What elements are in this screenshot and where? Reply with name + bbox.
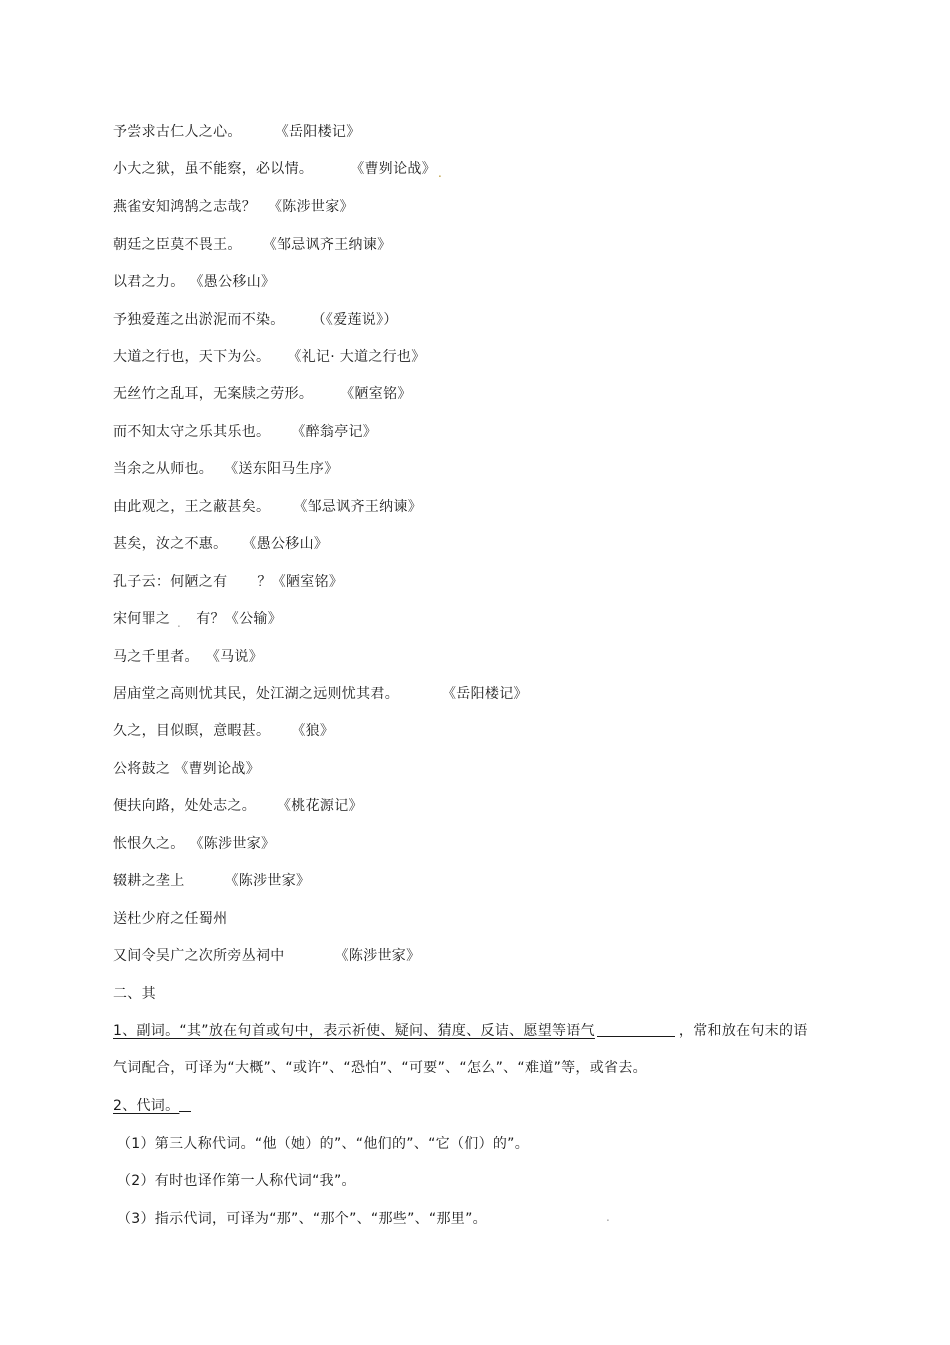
- pronoun-heading: 2、代词。: [113, 1098, 180, 1114]
- paragraph-pronoun: [113, 1096, 191, 1116]
- quote-source: 《马说》: [212, 649, 264, 665]
- quote-source: 《陈涉世家》: [224, 873, 311, 889]
- quote-line: [113, 759, 260, 779]
- quote-line: [113, 197, 354, 217]
- quote-text: 公将鼓之: [113, 761, 171, 777]
- quote-text: 无丝竹之乱耳，无案牍之劳形。: [113, 386, 314, 402]
- quote-line: [113, 422, 377, 442]
- quote-text: 大道之行也，天下为公。: [113, 349, 271, 365]
- quote-line: [113, 684, 528, 704]
- quote-source: 《愚公移山》: [249, 536, 329, 552]
- quote-text: 送杜少府之任蜀州: [113, 911, 228, 927]
- quote-source: 《曹刿论战》: [357, 161, 437, 177]
- quote-source: 《礼记· 大道之行也》: [294, 349, 426, 365]
- quote-source: 《陈涉世家》: [268, 199, 354, 215]
- paragraph-adverb-continued: 气词配合，可译为“大概”、“或许”、“恐怕”、“可要”、“怎么”、“难道”等，或省去。: [113, 1060, 647, 1076]
- quote-line: [113, 647, 263, 667]
- quote-line: [113, 946, 420, 966]
- sub-item-2: （2）有时也译作第一人称代词“我”。: [117, 1173, 356, 1189]
- quote-text: 马之千里者。: [113, 649, 199, 665]
- quote-source: 《陈涉世家》: [196, 836, 276, 852]
- quote-text: 又间令吴广之次所旁丛祠中: [113, 948, 285, 964]
- quote-text: 当余之从师也。: [113, 461, 214, 477]
- quote-text: 朝廷之臣莫不畏王。: [113, 237, 242, 253]
- quote-line: [113, 310, 398, 330]
- quote-source: 《岳阳楼记》: [449, 686, 528, 702]
- quote-text: 便扶向路，处处志之。: [113, 798, 256, 814]
- quote-text: 予尝求古仁人之心。: [113, 124, 242, 140]
- quote-source: （《爱莲说》）: [318, 312, 398, 328]
- adverb-definition: 1、副词。“其”放在句首或句中，表示祈使、疑问、猜度、反诘、愿望等语气: [113, 1023, 595, 1039]
- quote-source: 《岳阳楼记》: [281, 124, 361, 140]
- quote-text: 宋何罪之: [113, 611, 171, 627]
- sub-item-1: （1）第三人称代词。“他（她）的”、“他们的”、“它（们）的”。: [117, 1136, 530, 1152]
- quote-text: 由此观之，王之蔽甚矣。: [113, 499, 271, 515]
- quote-line: [113, 721, 334, 741]
- quote-line: [113, 497, 422, 517]
- quote-text: 辍耕之垄上: [113, 873, 185, 889]
- quote-text: 小大之狱，虽不能察，必以情。: [113, 161, 314, 177]
- quote-line: [113, 871, 310, 891]
- quote-line: [113, 909, 227, 929]
- section-heading: 二、其: [113, 986, 156, 1002]
- stray-mark: .: [606, 1210, 610, 1224]
- quote-text: 而不知太守之乐其乐也。: [113, 424, 271, 440]
- quote-source: ？《陋室铭》: [257, 574, 344, 590]
- quote-text: 居庙堂之高则忧其民，处江湖之远则忧其君。: [113, 686, 399, 702]
- quote-text: 甚矣，汝之不惠。: [113, 536, 228, 552]
- quote-text: 予独爱莲之出淤泥而不染。: [113, 312, 285, 328]
- quote-line: [113, 384, 412, 404]
- quote-line: [113, 459, 339, 479]
- quote-source: 有？《公输》: [196, 611, 283, 627]
- quote-line: [113, 272, 275, 292]
- quote-line: [113, 122, 361, 142]
- quote-line: [113, 534, 328, 554]
- quote-line: [113, 796, 363, 816]
- quote-source: 《愚公移山》: [196, 274, 276, 290]
- quote-source: 《曹刿论战》: [174, 761, 261, 777]
- fill-blank: [597, 1022, 675, 1037]
- quote-text: 久之，目似瞑，意暇甚。: [113, 723, 271, 739]
- quote-source: 《狼》: [298, 723, 335, 739]
- quote-source: 《桃花源记》: [284, 798, 363, 814]
- adverb-definition-tail: ，常和放在句末的语: [678, 1023, 808, 1039]
- stray-mark: .: [177, 616, 181, 630]
- quote-line: [113, 834, 275, 854]
- quote-text: 怅恨久之。: [113, 836, 185, 852]
- quote-line: [113, 572, 343, 592]
- quote-source: 《陈涉世家》: [334, 948, 421, 964]
- quote-line: [113, 347, 426, 367]
- quote-line: [113, 235, 391, 255]
- quote-source: 《送东阳马生序》: [231, 461, 339, 477]
- quote-text: 燕雀安知鸿鹄之志哉？: [113, 199, 256, 215]
- quote-text: 以君之力。: [113, 274, 185, 290]
- paragraph-adverb: [113, 1021, 808, 1041]
- quote-source: 《陋室铭》: [347, 386, 412, 402]
- quote-source: 《邹忌讽齐王纳谏》: [269, 237, 392, 253]
- stray-mark: .: [438, 166, 442, 180]
- quote-source: 《邹忌讽齐王纳谏》: [300, 499, 423, 515]
- quote-line: [113, 159, 436, 179]
- fill-blank-short: [179, 1097, 191, 1112]
- quote-line: [113, 609, 282, 629]
- quote-source: 《醉翁亭记》: [298, 424, 378, 440]
- sub-item-3: （3）指示代词，可译为“那”、“那个”、“那些”、“那里”。: [117, 1211, 487, 1227]
- quote-text: 孔子云：何陋之有: [113, 574, 228, 590]
